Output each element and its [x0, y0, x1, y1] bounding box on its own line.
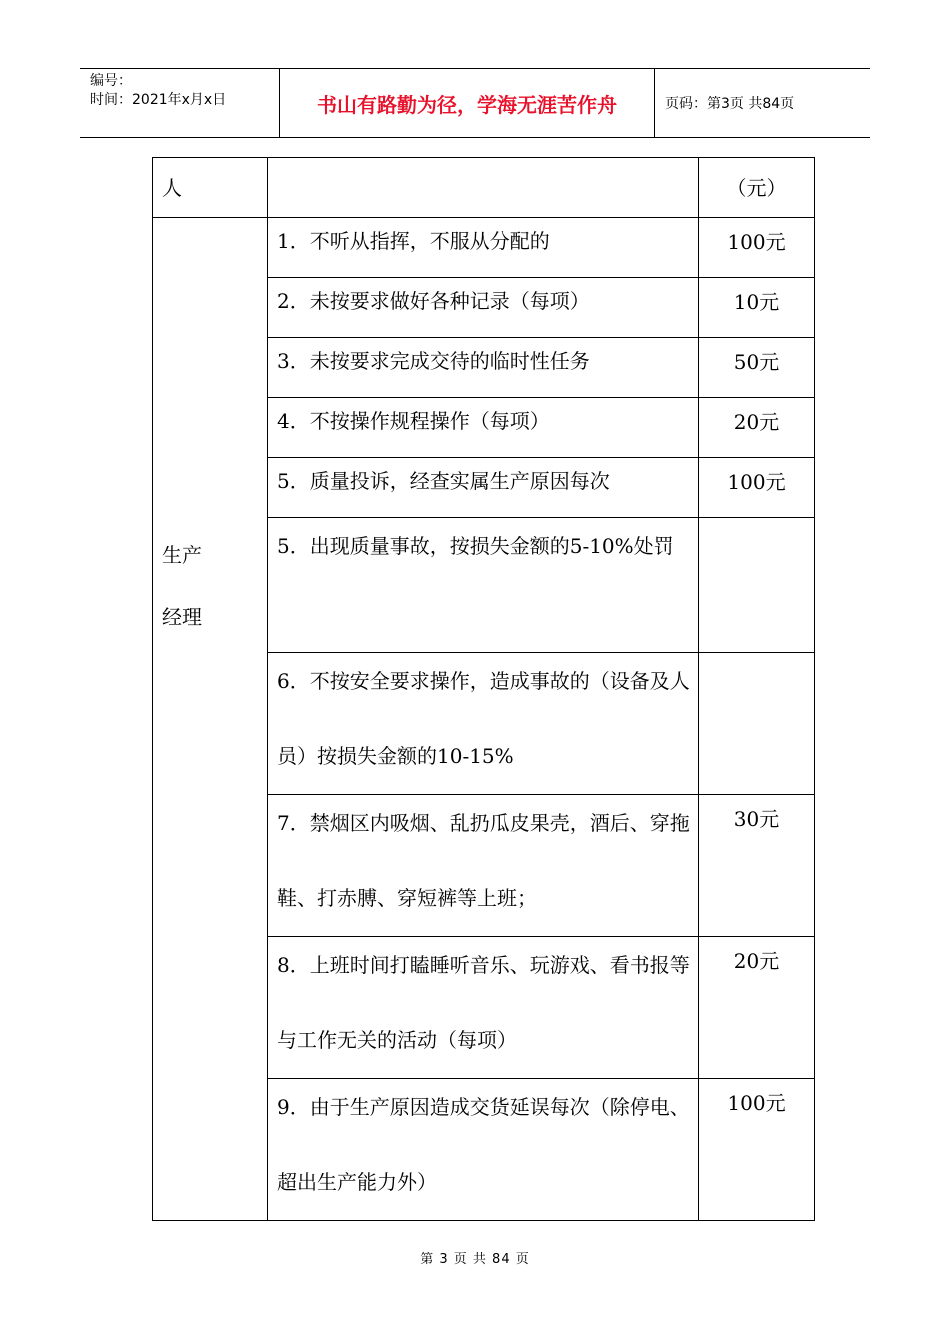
item-cell	[268, 1079, 699, 1221]
item-text: 3．未按要求完成交待的临时性任务	[277, 349, 590, 373]
header-motto: 书山有路勤为径，学海无涯苦作舟	[280, 69, 655, 137]
amount-text: 100元	[727, 230, 786, 254]
item-text: 5．质量投诉，经查实属生产原因每次	[277, 469, 610, 493]
amount-cell	[699, 518, 815, 653]
amount-cell	[699, 218, 815, 278]
amount-cell	[699, 653, 815, 795]
amount-cell	[699, 1079, 815, 1221]
amount-cell	[699, 937, 815, 1079]
item-text: 2．未按要求做好各种记录（每项）	[277, 289, 590, 313]
head-item	[268, 158, 698, 171]
penalty-table	[152, 157, 815, 1221]
amount-text: 50元	[733, 350, 780, 374]
item-text: 7．禁烟区内吸烟、乱扔瓜皮果壳，酒后、穿拖鞋、打赤膊、穿短裤等上班；	[277, 811, 690, 910]
item-cell	[268, 398, 699, 458]
item-text: 6．不按安全要求操作，造成事故的（设备及人员）按损失金额的10-15%	[277, 669, 690, 768]
amount-text: 30元	[733, 807, 780, 831]
amount-text: 100元	[727, 470, 786, 494]
item-cell	[268, 218, 699, 278]
item-text: 8．上班时间打瞌睡听音乐、玩游戏、看书报等与工作无关的活动（每项）	[277, 953, 690, 1052]
amount-cell	[699, 458, 815, 518]
role-line-1: 生产	[162, 543, 202, 567]
page-footer: 第 3 页 共 84 页	[420, 1252, 530, 1267]
item-text: 4．不按操作规程操作（每项）	[277, 409, 550, 433]
item-text: 5．出现质量事故，按损失金额的5-10%处罚	[277, 534, 674, 558]
amount-text: 20元	[733, 949, 780, 973]
amount-cell	[699, 795, 815, 937]
role-line-2: 经理	[162, 605, 202, 629]
amount-text	[699, 518, 814, 532]
amount-cell	[699, 278, 815, 338]
amount-text	[699, 653, 814, 667]
header-meta	[80, 69, 280, 137]
header-page-info: 页码：第3页 共84页	[665, 96, 795, 112]
item-text: 1．不听从指挥，不服从分配的	[277, 229, 550, 253]
head-item-cell	[268, 158, 699, 218]
item-cell	[268, 338, 699, 398]
page-header	[80, 68, 870, 138]
amount-text: 20元	[733, 410, 780, 434]
role-cell	[153, 218, 268, 1221]
item-cell	[268, 795, 699, 937]
amount-cell	[699, 338, 815, 398]
head-unit-cell	[699, 158, 815, 218]
amount-text: 10元	[733, 290, 780, 314]
serial-label: 编号：	[90, 73, 132, 89]
amount-text: 100元	[727, 1091, 786, 1115]
head-person-cell	[153, 158, 268, 218]
item-cell	[268, 653, 699, 795]
head-unit: （元）	[726, 176, 787, 200]
amount-cell	[699, 398, 815, 458]
item-cell	[268, 518, 699, 653]
table-head-row	[153, 158, 815, 218]
item-text: 9．由于生产原因造成交货延误每次（除停电、超出生产能力外）	[277, 1095, 690, 1194]
head-person: 人	[162, 176, 182, 200]
table-row	[153, 218, 815, 278]
item-cell	[268, 278, 699, 338]
date-label: 时间：2021年x月x日	[90, 92, 227, 108]
item-cell	[268, 937, 699, 1079]
